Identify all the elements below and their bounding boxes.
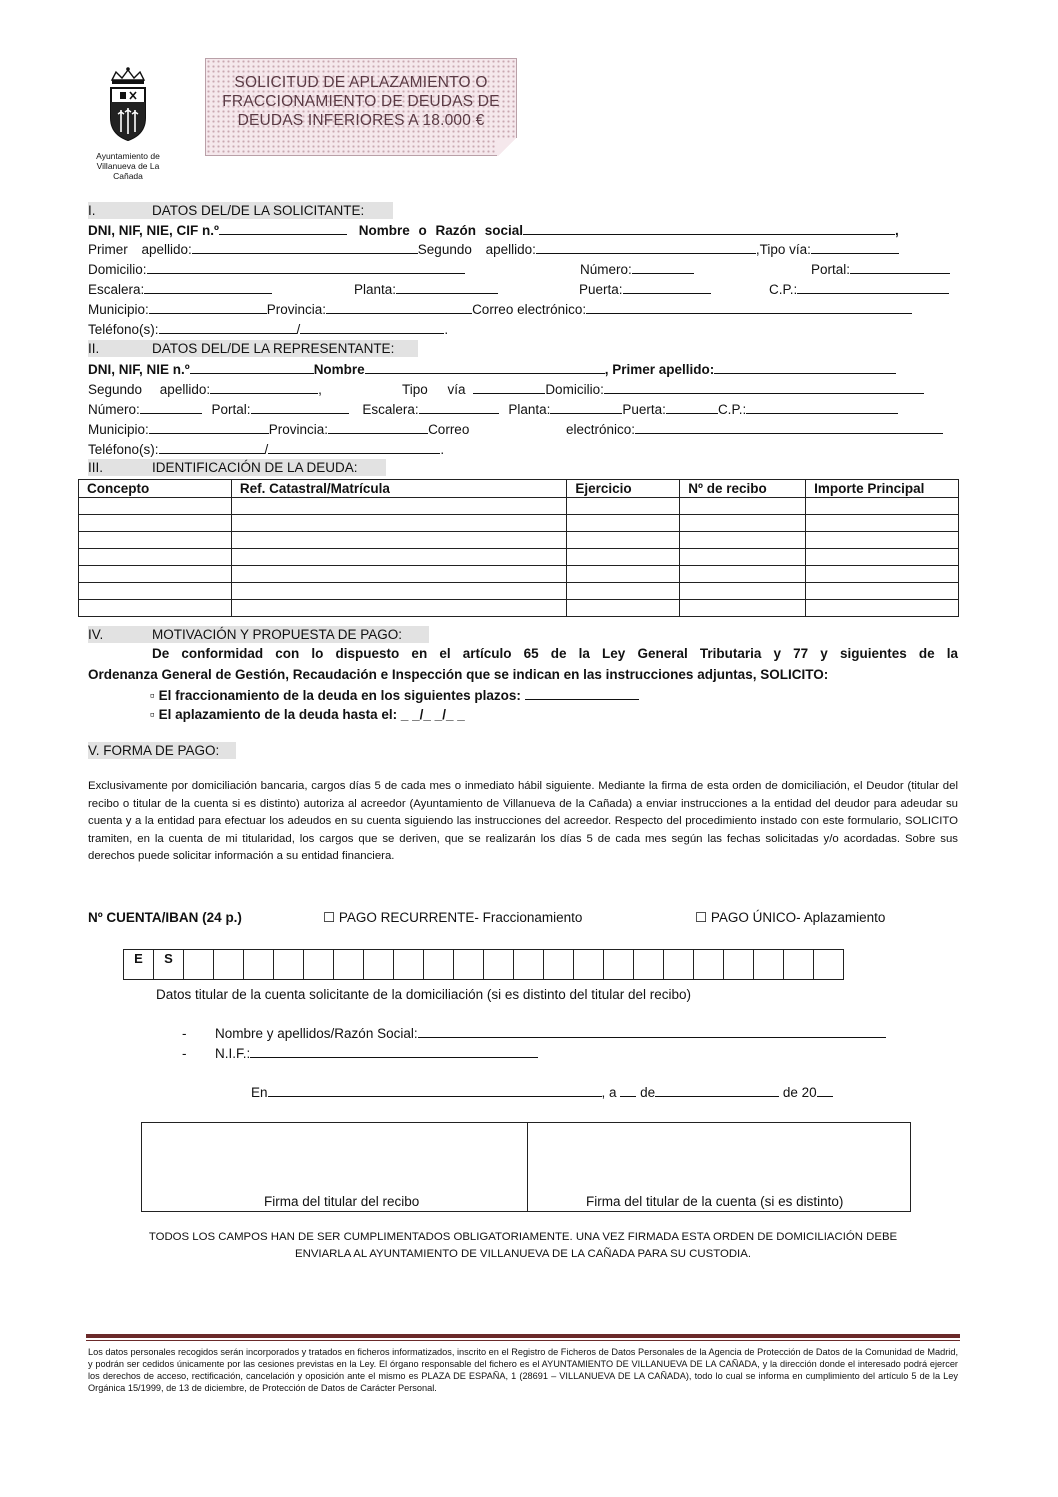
rep-street-type-field[interactable] bbox=[473, 380, 545, 394]
pago-recurrente-option bbox=[323, 909, 582, 927]
applicant-province-label: Provincia: bbox=[266, 302, 327, 317]
logo-caption-line-1: Ayuntamiento de bbox=[96, 151, 160, 161]
section-1-number: I. bbox=[88, 203, 96, 218]
iban-cell[interactable] bbox=[543, 949, 574, 980]
section-5-header bbox=[88, 742, 236, 759]
year-field[interactable] bbox=[817, 1083, 833, 1097]
table-cell[interactable] bbox=[680, 600, 806, 617]
footer-divider bbox=[86, 1334, 960, 1338]
section-2-title: DATOS DEL/DE LA REPRESENTANTE: bbox=[152, 341, 395, 356]
iban-cell[interactable] bbox=[303, 949, 334, 980]
day-field[interactable] bbox=[620, 1083, 636, 1097]
applicant-floor-label: Planta: bbox=[354, 282, 397, 297]
applicant-dni-row: DNI, NIF, NIE, CIF n.º Nombre o Razón social , bbox=[88, 223, 899, 238]
rep-province-label: Provincia: bbox=[268, 422, 329, 437]
applicant-door-field[interactable] bbox=[623, 280, 711, 294]
table-cell[interactable] bbox=[806, 498, 959, 515]
table-cell[interactable] bbox=[567, 498, 680, 515]
iban-cell[interactable] bbox=[453, 949, 484, 980]
table-cell[interactable] bbox=[79, 515, 232, 532]
applicant-dni-label: DNI, NIF, NIE, CIF n.º bbox=[88, 223, 219, 238]
applicant-surnames-row: Primer apellido: Segundo apellido: ,Tipo vía: bbox=[88, 240, 899, 259]
applicant-floor-group bbox=[354, 280, 498, 299]
rep-postcode-field[interactable] bbox=[746, 400, 898, 414]
signature-area-cuenta[interactable] bbox=[528, 1123, 910, 1211]
applicant-portal-label: Portal: bbox=[811, 262, 851, 277]
rep-number-label: Número: bbox=[88, 402, 140, 417]
table-cell[interactable] bbox=[567, 583, 680, 600]
rep-floor-label: Planta: bbox=[508, 402, 551, 417]
motivation-line-1: De conformidad con lo dispuesto en el artículo 65 de la Ley General Tributaria y 77 y siguientes de la bbox=[152, 646, 958, 661]
rep-number-row bbox=[88, 400, 898, 419]
applicant-municipality-field[interactable] bbox=[149, 300, 267, 314]
table-row bbox=[79, 566, 959, 583]
mandatory-notice bbox=[70, 1229, 976, 1263]
month-field[interactable] bbox=[655, 1083, 779, 1097]
year-label: de 20 bbox=[782, 1085, 817, 1100]
rep-street-type-label: Tipo bbox=[402, 382, 428, 397]
iban-cell: S bbox=[153, 949, 184, 980]
table-cell[interactable] bbox=[567, 566, 680, 583]
day-label: , a bbox=[601, 1085, 617, 1100]
coat-of-arms-icon bbox=[82, 66, 174, 146]
applicant-floor-field[interactable] bbox=[396, 280, 498, 294]
applicant-phone-field-1[interactable] bbox=[159, 320, 297, 334]
rep-address-field[interactable] bbox=[604, 380, 924, 394]
rep-address-label: Domicilio: bbox=[545, 382, 604, 397]
applicant-first-surname-field[interactable] bbox=[192, 240, 418, 254]
applicant-phone-field-2[interactable] bbox=[300, 320, 444, 334]
rep-municipality-label: Municipio: bbox=[88, 422, 149, 437]
iban-cell[interactable] bbox=[723, 949, 754, 980]
column-header-ejercicio: Ejercicio bbox=[567, 480, 680, 498]
rep-email-label-2: electrónico: bbox=[566, 422, 636, 437]
month-label: de bbox=[640, 1085, 656, 1100]
table-cell[interactable] bbox=[79, 583, 232, 600]
debt-table-header bbox=[79, 480, 959, 498]
place-date-row bbox=[251, 1083, 833, 1102]
iban-cell[interactable] bbox=[603, 949, 634, 980]
column-header-concepto: Concepto bbox=[79, 480, 232, 498]
column-header-recibo: Nº de recibo bbox=[680, 480, 806, 498]
rep-first-surname-label: , Primer apellido: bbox=[604, 362, 715, 377]
table-cell[interactable] bbox=[806, 600, 959, 617]
column-header-ref-catastral: Ref. Catastral/Matrícula bbox=[231, 480, 567, 498]
holder-name-label: Nombre y apellidos/Razón Social: bbox=[215, 1026, 418, 1041]
data-protection-notice: Los datos personales recogidos serán incorporados y tratados en ficheros informatizados, inscrito en el Registro de Ficheros de Datos Personales de la Agencia de Protección de Datos de la Comunidad de Madrid, y podrán ser cedidos únicamente por las cesiones previstas en la Ley. El órgano responsable del fichero es el AYUNTAMIENTO DE VILLANUEVA DE LA CAÑADA, y la dirección donde el interesado podrá ejercer los derechos de acceso, rectificación, cancelación y oposición ante el mismo es PLAZA DE ESPAÑA, 1 (28691 – VILLANUEVA DE LA CAÑADA), todo lo cual se informa en cumplimiento del artículo 5 de la Ley Orgánica 15/1999, de 13 de diciembre, de Protección de Datos de Carácter Personal. bbox=[88, 1347, 958, 1393]
iban-cell[interactable] bbox=[213, 949, 244, 980]
iban-cell[interactable] bbox=[423, 949, 454, 980]
table-cell[interactable] bbox=[79, 600, 232, 617]
applicant-door-label: Puerta: bbox=[579, 282, 623, 297]
table-cell[interactable] bbox=[231, 532, 567, 549]
table-cell[interactable] bbox=[567, 549, 680, 566]
rep-via-label: vía bbox=[447, 382, 466, 397]
table-row bbox=[79, 515, 959, 532]
applicant-municipality-label: Municipio: bbox=[88, 302, 149, 317]
column-header-importe: Importe Principal bbox=[806, 480, 959, 498]
rep-phone-end-dot: . bbox=[440, 442, 445, 457]
motivation-paragraph bbox=[88, 645, 958, 684]
motivation-line-2: Ordenanza General de Gestión, Recaudación e Inspección que se indican en las instrucciones adjuntas, SOLICITO: bbox=[88, 667, 829, 682]
holder-name-field[interactable] bbox=[418, 1024, 886, 1038]
aplazamiento-date-field[interactable]: _ _/_ _/_ _ bbox=[400, 707, 465, 722]
fraccionamiento-plazos-field[interactable] bbox=[525, 686, 639, 700]
fraccionamiento-checkbox[interactable]: ▫ bbox=[150, 688, 155, 703]
applicant-address-field[interactable] bbox=[147, 260, 465, 274]
table-cell[interactable] bbox=[680, 498, 806, 515]
rep-dni-row bbox=[88, 360, 896, 379]
rep-number-field[interactable] bbox=[140, 400, 202, 414]
rep-portal-field[interactable] bbox=[251, 400, 349, 414]
applicant-name-field[interactable] bbox=[523, 221, 895, 235]
applicant-postcode-label: C.P.: bbox=[769, 282, 798, 297]
table-cell[interactable] bbox=[567, 600, 680, 617]
iban-cell[interactable] bbox=[243, 949, 274, 980]
table-row bbox=[79, 532, 959, 549]
section-5-title: V. FORMA DE PAGO: bbox=[88, 743, 220, 758]
table-cell[interactable] bbox=[79, 532, 232, 549]
table-cell[interactable] bbox=[680, 566, 806, 583]
rep-door-label: Puerta: bbox=[622, 402, 666, 417]
applicant-stair-field[interactable] bbox=[144, 280, 272, 294]
iban-cell[interactable] bbox=[693, 949, 724, 980]
section-4-title: MOTIVACIÓN Y PROPUESTA DE PAGO: bbox=[152, 627, 403, 642]
iban-cell[interactable] bbox=[273, 949, 304, 980]
table-cell[interactable] bbox=[231, 583, 567, 600]
applicant-phone-row bbox=[88, 320, 448, 339]
applicant-number-label: Número: bbox=[580, 262, 632, 277]
holder-name-row bbox=[182, 1024, 886, 1043]
applicant-door-group bbox=[579, 280, 711, 299]
rep-name-label: Nombre bbox=[313, 362, 365, 377]
fraccionamiento-label: El fraccionamiento de la deuda en los siguientes plazos: bbox=[158, 688, 521, 703]
section-3-title: IDENTIFICACIÓN DE LA DEUDA: bbox=[152, 460, 358, 475]
table-cell[interactable] bbox=[806, 549, 959, 566]
section-2-number: II. bbox=[88, 341, 100, 356]
section-3-number: III. bbox=[88, 460, 104, 475]
rep-street-type-group bbox=[402, 380, 924, 399]
iban-cell[interactable] bbox=[753, 949, 784, 980]
form-title-stamp bbox=[205, 58, 517, 156]
aplazamiento-label: El aplazamiento de la deuda hasta el: bbox=[158, 707, 398, 722]
rep-stair-field[interactable] bbox=[419, 400, 499, 414]
iban-cell[interactable] bbox=[483, 949, 514, 980]
applicant-name-label: Nombre o Razón social bbox=[358, 223, 523, 238]
iban-cell[interactable] bbox=[183, 949, 214, 980]
bullet-dash: - bbox=[182, 1046, 187, 1061]
holder-nif-field[interactable] bbox=[250, 1044, 538, 1058]
iban-cell[interactable] bbox=[333, 949, 364, 980]
table-cell[interactable] bbox=[231, 566, 567, 583]
table-cell[interactable] bbox=[680, 549, 806, 566]
rep-postcode-label: C.P.: bbox=[717, 402, 747, 417]
municipal-logo bbox=[82, 66, 174, 181]
pago-unico-checkbox[interactable]: ☐ bbox=[695, 910, 708, 925]
option-aplazamiento bbox=[150, 706, 465, 724]
iban-cell[interactable] bbox=[573, 949, 604, 980]
rep-name-field[interactable] bbox=[365, 360, 605, 374]
table-row bbox=[79, 600, 959, 617]
applicant-email-label: Correo electrónico: bbox=[472, 302, 587, 317]
applicant-municipality-row bbox=[88, 300, 912, 319]
applicant-second-surname-label: Segundo apellido: bbox=[417, 242, 536, 257]
rep-second-surname-field[interactable] bbox=[210, 380, 318, 394]
iban-grid bbox=[124, 949, 844, 980]
signature-box bbox=[141, 1122, 911, 1212]
applicant-postcode-group bbox=[769, 280, 949, 299]
rep-phone-row bbox=[88, 440, 444, 459]
rep-municipality-field[interactable] bbox=[149, 420, 269, 434]
holder-nif-label: N.I.F.: bbox=[215, 1046, 251, 1061]
account-iban-label: Nº CUENTA/IBAN (24 p.) bbox=[88, 910, 242, 925]
applicant-stair-group bbox=[88, 280, 272, 299]
applicant-first-surname-label: Primer apellido: bbox=[88, 242, 192, 257]
section-1-title: DATOS DEL/DE LA SOLICITANTE: bbox=[152, 203, 365, 218]
iban-cell[interactable] bbox=[663, 949, 694, 980]
section-1-header bbox=[88, 202, 393, 219]
applicant-address-label: Domicilio: bbox=[88, 262, 147, 277]
account-holder-note: Datos titular de la cuenta solicitante de la domiciliación (si es distinto del titular del recibo) bbox=[156, 987, 692, 1002]
place-field[interactable] bbox=[268, 1083, 602, 1097]
phone-separator: / bbox=[296, 322, 301, 337]
mandatory-notice-line-1: TODOS LOS CAMPOS HAN DE SER CUMPLIMENTADOS OBLIGATORIAMENTE. UNA VEZ FIRMADA ESTA ORDEN DE DOMICILIACIÓN DEBE bbox=[148, 1231, 898, 1243]
rep-phone-field-2[interactable] bbox=[268, 440, 440, 454]
table-cell[interactable] bbox=[680, 532, 806, 549]
rep-first-surname-field[interactable] bbox=[714, 360, 896, 374]
applicant-portal-field[interactable] bbox=[850, 260, 950, 274]
place-label: En bbox=[251, 1085, 268, 1100]
rep-email-label: Correo bbox=[428, 422, 470, 437]
applicant-street-type-field[interactable] bbox=[811, 240, 899, 254]
signature-area-recibo[interactable] bbox=[142, 1123, 528, 1211]
table-cell[interactable] bbox=[806, 583, 959, 600]
rep-second-surname-group bbox=[88, 380, 322, 399]
iban-cell[interactable] bbox=[783, 949, 814, 980]
page-fold-decoration bbox=[497, 138, 517, 156]
signature-label-cuenta: Firma del titular de la cuenta (si es distinto) bbox=[586, 1194, 844, 1209]
iban-cell[interactable] bbox=[363, 949, 394, 980]
section-3-header bbox=[88, 459, 386, 476]
bullet-dash: - bbox=[182, 1026, 187, 1041]
rep-email-group bbox=[566, 420, 943, 439]
footer-divider-thin bbox=[86, 1340, 960, 1341]
iban-cell[interactable] bbox=[813, 949, 844, 980]
table-cell[interactable] bbox=[231, 549, 567, 566]
rep-province-field[interactable] bbox=[328, 420, 428, 434]
section-4-number: IV. bbox=[88, 627, 104, 642]
table-cell[interactable] bbox=[231, 600, 567, 617]
title-line-1: SOLICITUD DE APLAZAMIENTO O bbox=[234, 74, 488, 91]
applicant-portal-group bbox=[811, 260, 950, 279]
title-line-2: FRACCIONAMIENTO DE DEUDAS DE bbox=[222, 93, 500, 110]
table-cell[interactable] bbox=[806, 532, 959, 549]
applicant-province-field[interactable] bbox=[326, 300, 472, 314]
rep-phone-separator: / bbox=[264, 442, 269, 457]
pago-unico-option bbox=[695, 909, 885, 927]
table-cell[interactable] bbox=[680, 515, 806, 532]
table-row bbox=[79, 498, 959, 515]
table-cell[interactable] bbox=[79, 549, 232, 566]
rep-email-field[interactable] bbox=[635, 420, 943, 434]
rep-portal-label: Portal: bbox=[211, 402, 251, 417]
pago-recurrente-checkbox[interactable]: ☐ bbox=[323, 910, 336, 925]
aplazamiento-checkbox[interactable]: ▫ bbox=[150, 707, 155, 722]
logo-caption-line-2: Villanueva de La Cañada bbox=[96, 161, 160, 181]
option-fraccionamiento bbox=[150, 686, 639, 705]
table-row bbox=[79, 549, 959, 566]
rep-dni-field[interactable] bbox=[190, 360, 314, 374]
applicant-postcode-field[interactable] bbox=[797, 280, 949, 294]
applicant-phone-label: Teléfono(s): bbox=[88, 322, 159, 337]
rep-municipality-row bbox=[88, 420, 469, 439]
iban-cell: E bbox=[123, 949, 154, 980]
table-cell[interactable] bbox=[806, 515, 959, 532]
table-cell[interactable] bbox=[567, 532, 680, 549]
table-row bbox=[79, 583, 959, 600]
table-cell[interactable] bbox=[806, 566, 959, 583]
pago-unico-label: PAGO ÚNICO- Aplazamiento bbox=[710, 910, 886, 925]
applicant-street-type-label: Tipo vía: bbox=[759, 242, 811, 257]
holder-nif-row bbox=[182, 1044, 538, 1063]
debt-table bbox=[78, 479, 959, 617]
phone-end-dot: . bbox=[444, 322, 449, 337]
section-2-header bbox=[88, 340, 418, 357]
applicant-dni-field[interactable] bbox=[219, 221, 347, 235]
iban-cell[interactable] bbox=[633, 949, 664, 980]
rep-phone-label: Teléfono(s): bbox=[88, 442, 159, 457]
rep-dni-label: DNI, NIF, NIE n.º bbox=[88, 362, 190, 377]
mandatory-notice-line-2: ENVIARLA AL AYUNTAMIENTO DE VILLANUEVA DE LA CAÑADA PARA SU CUSTODIA. bbox=[295, 1248, 751, 1260]
section-4-header bbox=[88, 626, 429, 643]
applicant-address-row bbox=[88, 260, 465, 279]
rep-comma: , bbox=[318, 382, 322, 397]
rep-phone-field-1[interactable] bbox=[159, 440, 265, 454]
applicant-number-group bbox=[580, 260, 694, 279]
table-cell[interactable] bbox=[231, 498, 567, 515]
table-cell[interactable] bbox=[231, 515, 567, 532]
iban-cell[interactable] bbox=[393, 949, 424, 980]
rep-floor-field[interactable] bbox=[550, 400, 622, 414]
logo-caption bbox=[82, 151, 174, 181]
applicant-second-surname-field[interactable] bbox=[536, 240, 756, 254]
payment-paragraph: Exclusivamente por domiciliación bancaria, cargos días 5 de cada mes o inmediato hábil siguiente. Mediante la firma de esta orden de domiciliación, el Deudor (titular del recibo o titular de la cuenta si es distinto) autoriza al acreedor (Ayuntamiento de Villanueva de la Cañada) a enviar instrucciones a la entidad del deudor para adeudar su cuenta y a la entidad para efectuar los adeudos en su cuenta siguiendo las instrucciones del acreedor. Respecto del procedimiento instado con este formulario, SOLICITO tramiten, en la cuenta de mi titularidad, los cargos que se deriven, que se realizarán los días 5 de cada mes según las fechas solicitadas y/o acordadas. Sobre sus derechos puede solicitar información a su entidad financiera. bbox=[88, 780, 958, 863]
table-cell[interactable] bbox=[79, 498, 232, 515]
table-cell[interactable] bbox=[79, 566, 232, 583]
pago-recurrente-label: PAGO RECURRENTE- Fraccionamiento bbox=[338, 910, 583, 925]
iban-cell[interactable] bbox=[513, 949, 544, 980]
rep-door-field[interactable] bbox=[666, 400, 718, 414]
rep-second-surname-label: Segundo apellido: bbox=[88, 382, 211, 397]
applicant-email-field[interactable] bbox=[586, 300, 912, 314]
applicant-number-field[interactable] bbox=[632, 260, 694, 274]
applicant-stair-label: Escalera: bbox=[88, 282, 145, 297]
table-cell[interactable] bbox=[567, 515, 680, 532]
rep-stair-label: Escalera: bbox=[362, 402, 419, 417]
table-cell[interactable] bbox=[680, 583, 806, 600]
title-line-3: DEUDAS INFERIORES A 18.000 € bbox=[237, 112, 485, 129]
signature-label-recibo: Firma del titular del recibo bbox=[264, 1194, 420, 1209]
